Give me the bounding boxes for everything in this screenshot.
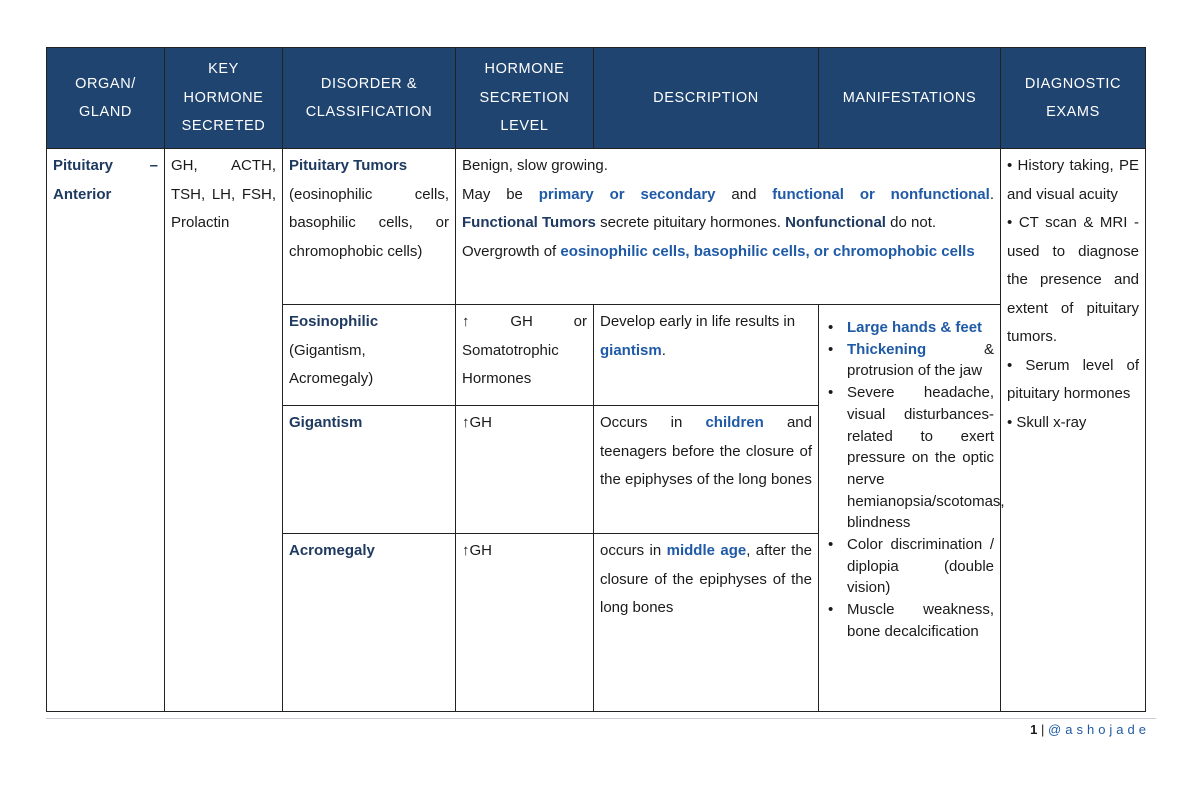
diagnostic-item: • Skull x-ray: [1007, 413, 1087, 431]
diagnostic-item: • Serum level of pituitary hormones: [1007, 356, 1139, 402]
eosinophilic-subtypes: (Gigantism, Acromegaly): [289, 341, 374, 387]
pituitary-tumors-classification: (eosinophilic cells, basophilic cells, or chromophobic cells): [289, 185, 449, 260]
header-manifestations: MANIFESTATIONS: [819, 48, 1001, 149]
manifestation-item: • Severe headache, visual disturbances-related to exert pressure on the optic nerve hemianopsia/scotomas, blindness: [847, 382, 994, 534]
acromegaly-cell: [283, 534, 456, 712]
manifestation-item: • Thickening & protrusion of the jaw: [847, 339, 994, 382]
key-hormones-cell: GH, ACTH, TSH, LH, FSH, Prolactin: [165, 149, 283, 712]
gigantism-cell: [283, 406, 456, 534]
pituitary-tumors-summary: [456, 149, 1001, 305]
footer-divider: [46, 718, 1156, 719]
organ-dash: –: [149, 157, 158, 174]
diagnostic-list: [1007, 152, 1139, 437]
eosinophilic-cell: [283, 305, 456, 406]
acromegaly-description: occurs in middle age, after the closure of the epiphyses of the long bones: [594, 534, 819, 712]
diagnostic-item: • CT scan & MRI - used to diagnose the presence and extent of pituitary tumors.: [1007, 214, 1139, 345]
page-footer: [1030, 722, 1150, 737]
pituitary-tumors-cell: [283, 149, 456, 305]
gigantism-title: Gigantism: [289, 414, 363, 431]
header-diagnostic: DIAGNOSTIC EXAMS: [1001, 48, 1146, 149]
summary-line-2: May be primary or secondary and functional or nonfunctional.: [462, 185, 994, 203]
author-handle: @ashojade: [1048, 722, 1150, 737]
diagnostic-exams-cell: [1001, 149, 1146, 712]
gigantism-description: Occurs in children and teenagers before the closure of the epiphyses of the long bones: [594, 406, 819, 534]
acromegaly-title: Acromegaly: [289, 542, 375, 559]
header-organ: ORGAN/ GLAND: [47, 48, 165, 149]
diagnostic-item: • History taking, PE and visual acuity: [1007, 157, 1139, 203]
header-secretion-level: HORMONE SECRETION LEVEL: [456, 48, 594, 149]
organ-cell: [47, 149, 165, 712]
page-number: 1: [1030, 722, 1038, 737]
organ-name: Pituitary: [53, 157, 114, 174]
acromegaly-level: ↑GH: [456, 534, 594, 712]
pituitary-tumors-row: [47, 149, 1146, 305]
manifestation-item: • Large hands & feet: [847, 317, 994, 339]
endocrine-disorders-table: [46, 47, 1146, 712]
organ-subname: Anterior: [53, 185, 112, 203]
eosinophilic-level: ↑ GH or Somatotrophic Hormones: [456, 305, 594, 406]
header-key-hormone: KEY HORMONE SECRETED: [165, 48, 283, 149]
summary-line-4: Overgrowth of eosinophilic cells, basophilic cells, or chromophobic cells: [462, 242, 975, 260]
eosinophilic-description: Develop early in life results in giantism.: [594, 305, 819, 406]
manifestation-item: • Muscle weakness, bone decalcification: [847, 599, 994, 642]
manifestations-list: [825, 317, 1005, 643]
summary-line-3: Functional Tumors secrete pituitary hormones. Nonfunctional do not.: [462, 214, 937, 231]
eosinophilic-title: Eosinophilic: [289, 313, 379, 330]
manifestation-item: • Color discrimination / diplopia (double vision): [847, 534, 994, 599]
gigantism-level: ↑GH: [456, 406, 594, 534]
header-row: [47, 48, 1146, 149]
pituitary-tumors-title: Pituitary Tumors: [289, 157, 408, 174]
summary-line-1: Benign, slow growing.: [462, 157, 608, 174]
header-disorder: DISORDER & CLASSIFICATION: [283, 48, 456, 149]
header-description: DESCRIPTION: [594, 48, 819, 149]
manifestations-cell: [819, 305, 1005, 712]
footer-separator: |: [1041, 722, 1045, 737]
